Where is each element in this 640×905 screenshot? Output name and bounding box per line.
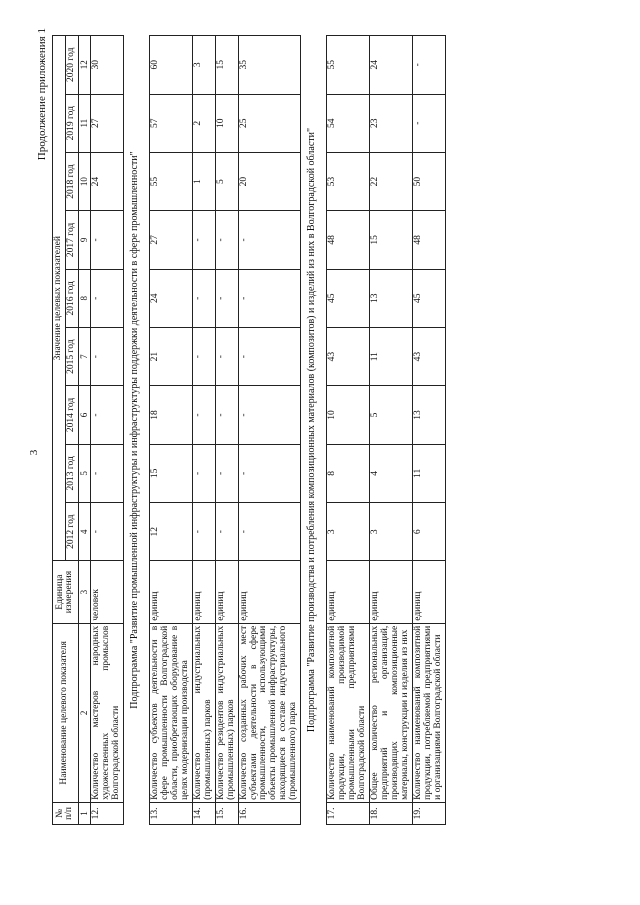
value-cell: 15 xyxy=(149,444,192,502)
value-cell: 18 xyxy=(149,386,192,444)
value-cell: 13 xyxy=(412,386,445,444)
column-number: 9 xyxy=(78,211,90,269)
column-number: 7 xyxy=(78,327,90,385)
header-row-1 xyxy=(53,36,66,825)
value-cell: - xyxy=(215,211,238,269)
value-cell: - xyxy=(91,211,124,269)
value-cell: 5 xyxy=(215,152,238,210)
column-number: 4 xyxy=(78,503,90,561)
value-cell: 43 xyxy=(326,327,369,385)
value-cell: 54 xyxy=(326,94,369,152)
value-cell: 2 xyxy=(192,94,215,152)
value-cell: - xyxy=(238,269,301,327)
value-cell: - xyxy=(192,386,215,444)
value-cell: 15 xyxy=(369,211,412,269)
header-year: 2017 год xyxy=(65,211,78,269)
value-cell: 55 xyxy=(326,36,369,95)
row-number: 17. xyxy=(326,802,369,824)
value-cell: 45 xyxy=(326,269,369,327)
value-cell: 24 xyxy=(149,269,192,327)
column-number: 8 xyxy=(78,269,90,327)
row-number: 13. xyxy=(149,802,192,824)
value-cell: - xyxy=(91,269,124,327)
value-cell: 10 xyxy=(215,94,238,152)
header-year: 2013 год xyxy=(65,444,78,502)
value-cell: - xyxy=(192,444,215,502)
header-year: 2019 год xyxy=(65,94,78,152)
table-row xyxy=(149,36,192,825)
value-cell: 20 xyxy=(238,152,301,210)
value-cell: 6 xyxy=(412,503,445,561)
value-cell: 30 xyxy=(91,36,124,95)
value-cell: 48 xyxy=(412,211,445,269)
row-number: 18. xyxy=(369,802,412,824)
table-row xyxy=(215,36,238,825)
indicator-name: Количество мастеров народных художественных промыслов Волгоградской области xyxy=(91,623,124,802)
value-cell: 12 xyxy=(149,503,192,561)
value-cell: 55 xyxy=(149,152,192,210)
value-cell: 4 xyxy=(369,444,412,502)
header-year: 2018 год xyxy=(65,152,78,210)
header-year: 2016 год xyxy=(65,269,78,327)
subprogram-heading-row xyxy=(124,36,150,825)
value-cell: 45 xyxy=(412,269,445,327)
indicator-name: Количество резидентов индустриальных (промышленных) парков xyxy=(215,623,238,802)
indicator-name: Количество субъектов деятельности в сфере промышленности Волгоградской области, приобретающих оборудование в целях модернизации производства xyxy=(149,623,192,802)
value-cell: 8 xyxy=(326,444,369,502)
value-cell: 11 xyxy=(369,327,412,385)
value-cell: - xyxy=(238,327,301,385)
header-name: Наименование целевого показателя xyxy=(53,623,79,802)
header-num: № п/п xyxy=(53,802,79,824)
value-cell: - xyxy=(192,327,215,385)
value-cell: 21 xyxy=(149,327,192,385)
value-cell: 48 xyxy=(326,211,369,269)
table-row xyxy=(192,36,215,825)
header-values-group: Значение целевых показателей xyxy=(53,36,66,561)
value-cell: 27 xyxy=(91,94,124,152)
column-number: 2 xyxy=(78,623,90,802)
value-cell: - xyxy=(412,36,445,95)
table-row xyxy=(369,36,412,825)
column-number-row xyxy=(78,36,90,825)
value-cell: 35 xyxy=(238,36,301,95)
indicator-unit: единиц xyxy=(412,561,445,623)
value-cell: - xyxy=(238,386,301,444)
indicator-unit: единиц xyxy=(326,561,369,623)
header-unit: Единица измерения xyxy=(53,561,79,623)
indicator-unit: единиц xyxy=(215,561,238,623)
value-cell: 11 xyxy=(412,444,445,502)
indicator-name: Количество наименований композитной продукции, производимой промышленными предприятиями Волгоградской области xyxy=(326,623,369,802)
value-cell: 3 xyxy=(369,503,412,561)
indicator-name: Количество созданных рабочих мест субъектами деятельности в сфере промышленности, использующими объекты промышленной инфраструктуры, находящиеся в составе индустриального (промышленного) парка xyxy=(238,623,301,802)
value-cell: - xyxy=(91,327,124,385)
table-row xyxy=(91,36,124,825)
indicator-unit: человек xyxy=(91,561,124,623)
header-year: 2015 год xyxy=(65,327,78,385)
table-row xyxy=(412,36,445,825)
value-cell: 25 xyxy=(238,94,301,152)
subprogram-title: Подпрограмма "Развитие производства и потребления композиционных материалов (композитов) и изделий из них в Волгоградской области" xyxy=(301,36,327,825)
value-cell: 27 xyxy=(149,211,192,269)
column-number: 11 xyxy=(78,94,90,152)
value-cell: - xyxy=(238,211,301,269)
column-number: 1 xyxy=(78,802,90,824)
column-number: 6 xyxy=(78,386,90,444)
indicators-table xyxy=(52,35,446,825)
value-cell: 53 xyxy=(326,152,369,210)
header-year: 2012 год xyxy=(65,503,78,561)
table-row xyxy=(326,36,369,825)
column-number: 5 xyxy=(78,444,90,502)
value-cell: - xyxy=(192,269,215,327)
value-cell: - xyxy=(215,327,238,385)
value-cell: 60 xyxy=(149,36,192,95)
row-number: 19. xyxy=(412,802,445,824)
value-cell: 15 xyxy=(215,36,238,95)
table-row xyxy=(238,36,301,825)
row-number: 12. xyxy=(91,802,124,824)
value-cell: 23 xyxy=(369,94,412,152)
row-number: 15. xyxy=(215,802,238,824)
value-cell: 3 xyxy=(192,36,215,95)
header-year: 2020 год xyxy=(65,36,78,95)
value-cell: 57 xyxy=(149,94,192,152)
indicator-unit: единиц xyxy=(369,561,412,623)
page-number: 3 xyxy=(28,449,40,456)
value-cell: 10 xyxy=(326,386,369,444)
subprogram-heading-row xyxy=(301,36,327,825)
value-cell: 3 xyxy=(326,503,369,561)
value-cell: 5 xyxy=(369,386,412,444)
value-cell: - xyxy=(412,94,445,152)
value-cell: 22 xyxy=(369,152,412,210)
column-number: 12 xyxy=(78,36,90,95)
value-cell: - xyxy=(215,503,238,561)
value-cell: 24 xyxy=(91,152,124,210)
value-cell: 43 xyxy=(412,327,445,385)
value-cell: - xyxy=(192,503,215,561)
subprogram-title: Подпрограмма "Развитие промышленной инфраструктуры и инфраструктуры поддержки деятельности в сфере промышленности" xyxy=(124,36,150,825)
indicator-unit: единиц xyxy=(149,561,192,623)
column-number: 10 xyxy=(78,152,90,210)
indicator-unit: единиц xyxy=(238,561,301,623)
value-cell: 1 xyxy=(192,152,215,210)
value-cell: - xyxy=(192,211,215,269)
value-cell: 13 xyxy=(369,269,412,327)
row-number: 16. xyxy=(238,802,301,824)
value-cell: - xyxy=(215,386,238,444)
indicator-name: Количество наименований композитной продукции, потребляемой предприятиями и организациями Волгоградской области xyxy=(412,623,445,802)
continuation-label: Продолжение приложения 1 xyxy=(36,28,48,161)
value-cell: 50 xyxy=(412,152,445,210)
header-year: 2014 год xyxy=(65,386,78,444)
value-cell: - xyxy=(91,386,124,444)
value-cell: - xyxy=(238,444,301,502)
indicator-unit: единиц xyxy=(192,561,215,623)
indicator-name: Общее количество региональных предприятий и организаций, производящих композиционные материалы, конструкции и изделия из них xyxy=(369,623,412,802)
value-cell: - xyxy=(215,444,238,502)
column-number: 3 xyxy=(78,561,90,623)
value-cell: - xyxy=(215,269,238,327)
value-cell: 24 xyxy=(369,36,412,95)
indicator-name: Количество индустриальных (промышленных) парков xyxy=(192,623,215,802)
value-cell: - xyxy=(91,503,124,561)
row-number: 14. xyxy=(192,802,215,824)
value-cell: - xyxy=(91,444,124,502)
value-cell: - xyxy=(238,503,301,561)
